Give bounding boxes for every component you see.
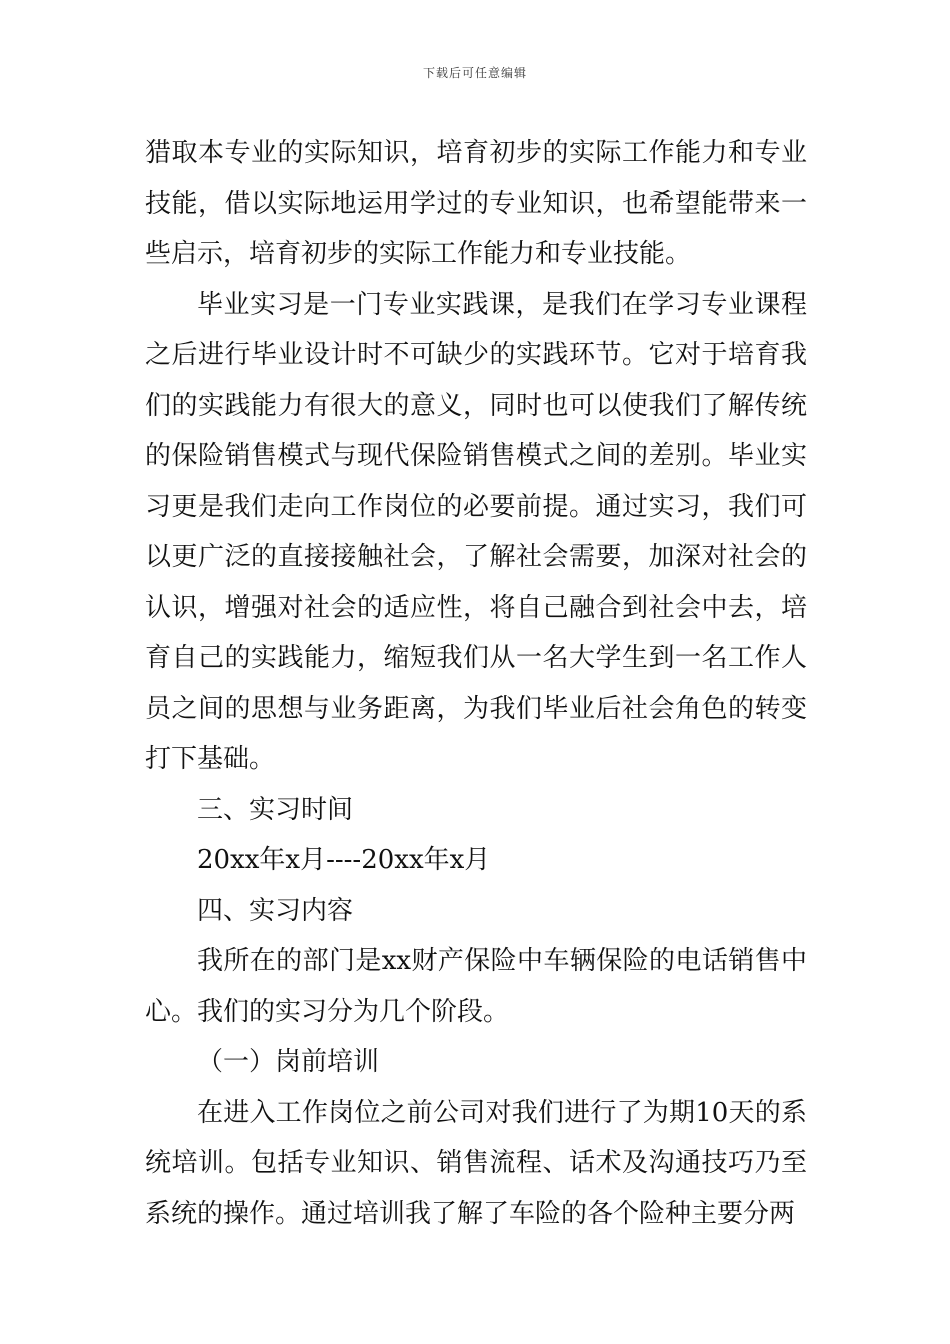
header-note: 下载后可任意编辑 [422,66,527,80]
paragraph-department: 我所在的部门是xx财产保险中车辆保险的电话销售中心。我们的实习分为几个阶段。 [145,946,807,1027]
paragraph-1: 猎取本专业的实际知识，培育初步的实际工作能力和专业技能，借以实际地运用学过的专业知识，也希望能带来一些启示，培育初步的实际工作能力和专业技能。 [145,138,807,269]
document-body [145,128,807,1239]
paragraph-2: 毕业实习是一门专业实践课，是我们在学习专业课程之后进行毕业设计时不可缺少的实践环节。它对于培育我们的实践能力有很大的意义，同时也可以使我们了解传统的保险销售模式与现代保险销售模式之间的差别。毕业实习更是我们走向工作岗位的必要前提。通过实习，我们可以更广泛的直接接触社会，了解社会需要，加深对社会的认识，增强对社会的适应性，将自己融合到社会中去，培育自己的实践能力，缩短我们从一名大学生到一名工作人员之间的思想与业务距离，为我们毕业后社会角色的转变打下基础。 [145,289,807,774]
paragraph-training: 在进入工作岗位之前公司对我们进行了为期10天的系统培训。包括专业知识、销售流程、话术及沟通技巧乃至系统的操作。通过培训我了解了车险的各个险种主要分两 [145,1097,807,1229]
subheading-training: （一）岗前培训 [197,1047,380,1077]
section-heading-4: 四、实习内容 [197,895,354,926]
section-heading-3: 三、实习时间 [197,794,354,825]
internship-period: 20xx年x月----20xx年x月 [197,845,491,875]
